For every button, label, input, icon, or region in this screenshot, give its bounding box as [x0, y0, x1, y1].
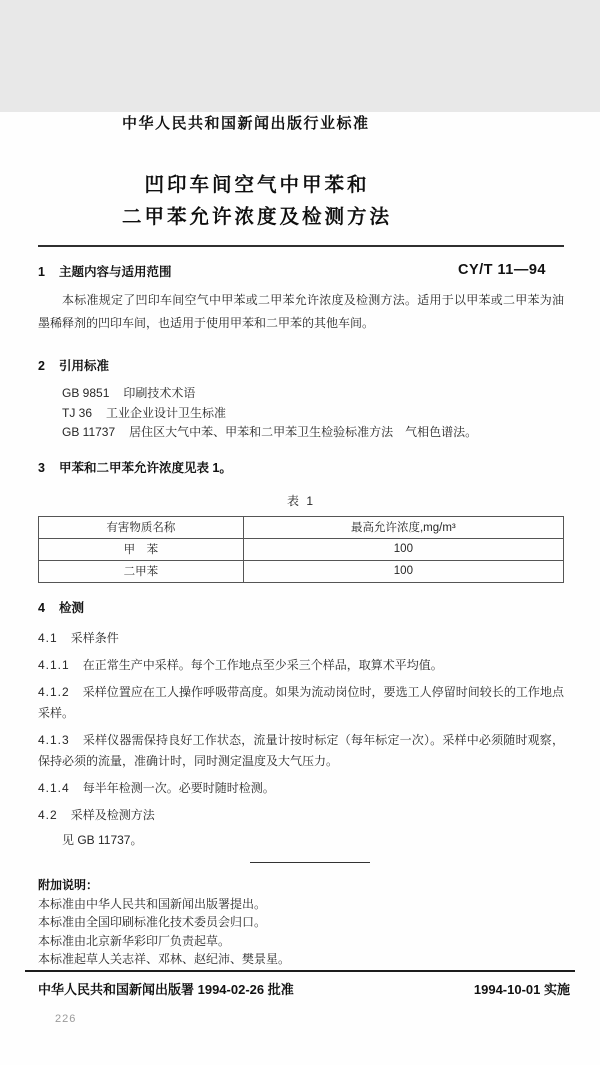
issuing-org-label: 中华人民共和国新闻出版行业标准 [122, 115, 370, 132]
clause-reference-note: 见 GB 11737。 [62, 832, 143, 847]
footer-divider [25, 970, 575, 972]
reference-title: 工业企业设计卫生标准 [106, 405, 227, 420]
clause-4-2 [38, 805, 564, 826]
reference-item [62, 384, 564, 404]
reference-code: GB 11737 [62, 425, 116, 439]
substance-name-cell: 甲 苯 [39, 538, 244, 560]
document-title-line2: 二甲苯允许浓度及检测方法 [121, 206, 392, 228]
section-heading-text: 检测 [58, 600, 84, 615]
table-1 [38, 516, 564, 583]
footer [38, 979, 570, 998]
clause-text: 在正常生产中采样。每个工作地点至少采三个样品，取算术平均值。 [82, 657, 443, 672]
standard-document-page [0, 112, 600, 1065]
reference-code: TJ 36 [62, 405, 93, 420]
clause-text: 采样位置应在工人操作呼吸带高度。如果为流动岗位时，要选工人停留时间较长的工作地点采样。 [38, 684, 564, 720]
section-number: 3 [38, 460, 45, 475]
table-header-row [39, 516, 564, 538]
addendum-line: 本标准由全国印刷标准化技术委员会归口。 [38, 915, 267, 929]
clause-number: 4.1.4 [38, 780, 70, 795]
clause-text: 采样及检测方法 [70, 807, 155, 822]
document-title [38, 169, 564, 233]
clause-number: 4.1.3 [38, 732, 70, 747]
header-divider [38, 245, 564, 247]
page-content [0, 112, 600, 967]
addendum-line: 本标准由北京新华彩印厂负责起草。 [38, 933, 231, 948]
reference-item [62, 423, 564, 443]
section-number: 1 [38, 265, 45, 279]
section-number: 4 [38, 600, 45, 615]
section-2-heading [38, 356, 564, 374]
document-title-line1: 凹印车间空气中甲苯和 [144, 174, 370, 196]
section-4-heading [38, 598, 564, 616]
section-heading-text: 主题内容与适用范围 [58, 265, 172, 279]
clause-number: 4.2 [38, 807, 58, 822]
clause-number: 4.1.2 [38, 684, 70, 699]
implementation-note: 1994-10-01 实施 [473, 982, 570, 997]
addendum-line: 本标准由中华人民共和国新闻出版署提出。 [38, 896, 267, 911]
addendum-line: 本标准起草人关志祥、邓林、赵纪沛、樊景星。 [38, 952, 291, 966]
table-header-max-concentration: 最高允许浓度,mg/m³ [243, 516, 563, 538]
section-heading-text: 甲苯和二甲苯允许浓度见表 1。 [58, 460, 232, 475]
clause-number: 4.1.1 [38, 657, 70, 672]
table-row [39, 560, 564, 582]
clause-text: 每半年检测一次。必要时随时检测。 [82, 780, 275, 795]
section-heading-text: 引用标准 [58, 359, 109, 373]
end-of-text-divider [250, 862, 370, 863]
standard-code: CY/T 11—94 [457, 262, 546, 278]
reference-item [62, 404, 564, 424]
table-row [39, 538, 564, 560]
substance-name-cell: 二甲苯 [39, 560, 244, 582]
reference-list [62, 384, 564, 443]
clause-number: 4.1 [38, 630, 58, 645]
clause-text: 采样条件 [70, 630, 119, 645]
approval-note: 中华人民共和国新闻出版署 1994-02-26 批准 [38, 982, 294, 997]
addendum-title: 附加说明： [38, 877, 99, 892]
table-1-caption: 表 1 [286, 493, 315, 508]
reference-title: 印刷技术术语 [123, 386, 196, 400]
reference-title: 居住区大气中苯、甲苯和二甲苯卫生检验标准方法 气相色谱法。 [129, 425, 478, 439]
substance-value-cell: 100 [243, 538, 563, 560]
section-3-heading [38, 458, 564, 476]
substance-value-cell: 100 [243, 560, 563, 582]
table-header-substance: 有害物质名称 [39, 516, 244, 538]
page-number: 226 [55, 1013, 77, 1025]
section-number: 2 [38, 359, 45, 373]
clause-4-1-1 [38, 655, 564, 676]
clause-4-1 [38, 628, 564, 649]
clause-4-1-4 [38, 778, 564, 799]
section-1-body: 本标准规定了凹印车间空气中甲苯或二甲苯允许浓度及检测方法。适用于以甲苯或二甲苯为油墨稀释剂的凹印车间，也适用于使用甲苯和二甲苯的其他车间。 [38, 293, 564, 330]
clause-4-1-2 [38, 682, 564, 724]
clause-text: 采样仪器需保持良好工作状态，流量计按时标定（每年标定一次）。采样中必须随时观察，保持必须的流量，准确计时，同时测定温度及大气压力。 [38, 732, 564, 768]
clause-4-1-3 [38, 730, 564, 772]
reference-code: GB 9851 [62, 386, 110, 400]
